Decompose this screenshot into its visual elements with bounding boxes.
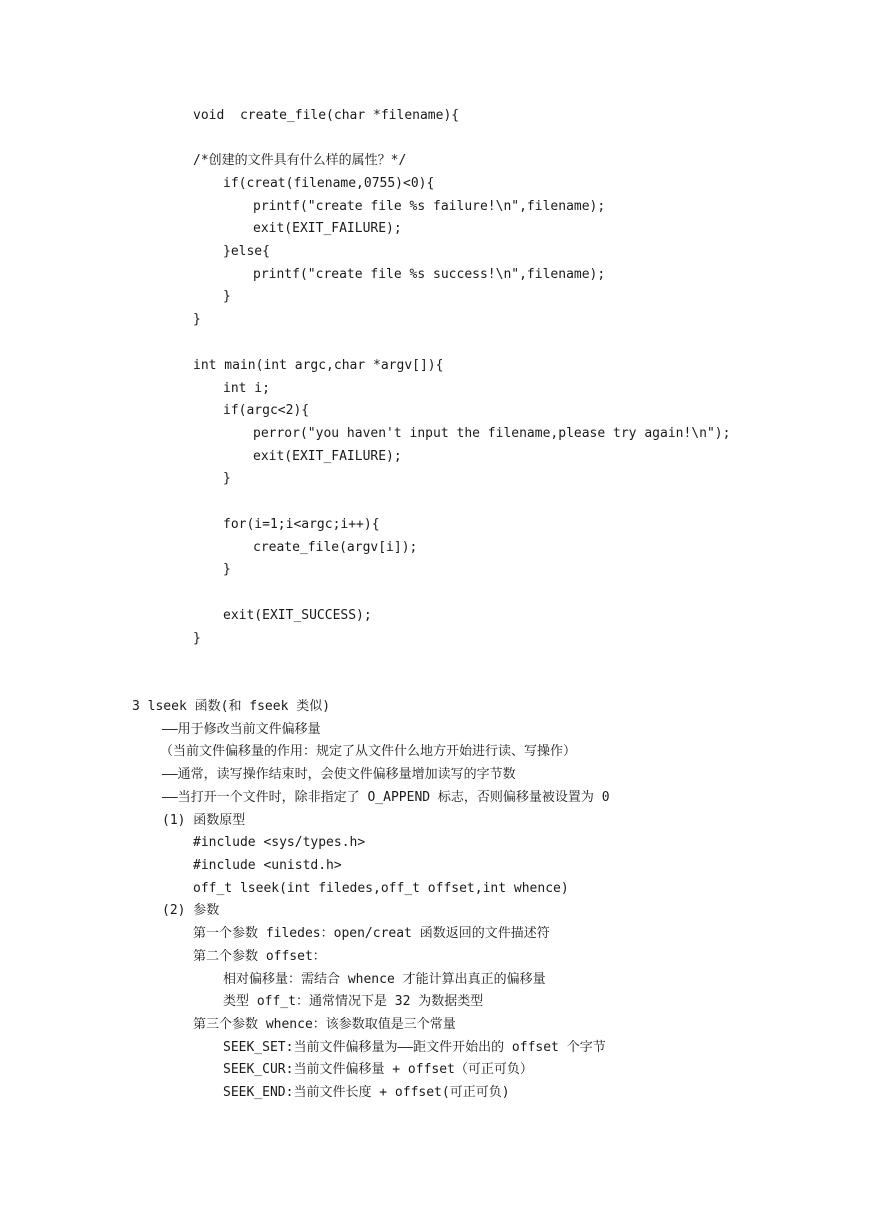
note-line: 类型 off_t：通常情况下是 32 为数据类型: [223, 994, 484, 1009]
code-line: perror("you haven't input the filename,please try again!\n");: [253, 426, 731, 441]
code-line: create_file(argv[i]);: [253, 540, 418, 555]
note-line: ——通常，读写操作结束时，会使文件偏移量增加读写的字节数: [162, 767, 516, 782]
code-line: printf("create file %s success!\n",filename);: [253, 267, 606, 282]
subheading: (1) 函数原型: [162, 813, 246, 828]
note-code-line: #include <sys/types.h>: [193, 835, 366, 850]
note-line: SEEK_SET:当前文件偏移量为——距文件开始出的 offset 个字节: [223, 1040, 606, 1055]
code-line: if(creat(filename,0755)<0){: [223, 176, 435, 191]
code-line: }: [193, 312, 201, 327]
note-line: SEEK_END:当前文件长度 + offset(可正可负): [223, 1085, 510, 1100]
code-line: int main(int argc,char *argv[]){: [193, 358, 444, 373]
code-line: exit(EXIT_SUCCESS);: [223, 608, 372, 623]
note-code-line: #include <unistd.h>: [193, 858, 342, 873]
note-line: SEEK_CUR:当前文件偏移量 + offset（可正可负）: [223, 1062, 533, 1077]
subheading: (2) 参数: [162, 903, 220, 918]
code-line: for(i=1;i<argc;i++){: [223, 517, 380, 532]
code-line: }else{: [223, 244, 270, 259]
note-line: 第一个参数 filedes：open/creat 函数返回的文件描述符: [193, 926, 550, 941]
code-line: printf("create file %s failure!\n",filename);: [253, 199, 606, 214]
code-line: int i;: [223, 381, 270, 396]
note-line: ——当打开一个文件时，除非指定了 O_APPEND 标志，否则偏移量被设置为 0: [162, 790, 610, 805]
code-line: }: [223, 289, 231, 304]
code-line: void create_file(char *filename){: [193, 108, 460, 123]
note-code-line: off_t lseek(int filedes,off_t offset,int whence): [193, 881, 569, 896]
section-heading: 3 lseek 函数(和 fseek 类似): [132, 699, 331, 714]
code-line: }: [223, 471, 231, 486]
code-line: exit(EXIT_FAILURE);: [253, 449, 402, 464]
note-line: （当前文件偏移量的作用：规定了从文件什么地方开始进行读、写操作）: [160, 744, 577, 759]
code-line: }: [223, 562, 231, 577]
note-line: 第二个参数 offset：: [193, 949, 326, 964]
note-line: 相对偏移量：需结合 whence 才能计算出真正的偏移量: [223, 972, 546, 987]
note-line: 第三个参数 whence：该参数取值是三个常量: [193, 1017, 456, 1032]
note-line: ——用于修改当前文件偏移量: [162, 722, 321, 737]
code-line: exit(EXIT_FAILURE);: [253, 221, 402, 236]
code-line: /*创建的文件具有什么样的属性？*/: [193, 153, 407, 168]
code-line: }: [193, 631, 201, 646]
code-line: if(argc<2){: [223, 403, 310, 418]
